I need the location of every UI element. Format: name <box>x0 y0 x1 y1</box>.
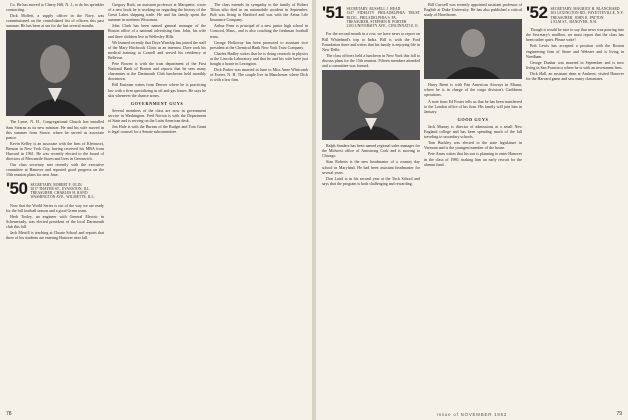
portrait-photo <box>424 19 522 79</box>
paragraph: Dick Moffett, a supply officer in the Navy, was commissioned on the consolidated list of officers this past summer. He has been at sea for the last several months. <box>6 13 104 29</box>
paragraph: George Dunbar was married in September and is now living in San Francisco where he is with an investment firm. <box>526 59 624 70</box>
left-page <box>0 0 313 420</box>
left-column-1 <box>6 2 104 241</box>
paragraph: John Clark has been named general manager of the Boston office of a national advertising firm. John, his wife and three children live in Wellesley Hills. <box>108 23 206 39</box>
portrait-photo <box>322 70 420 140</box>
paragraph: Jim Hale is with the Bureau of the Budget and Tom Grant is legal counsel for a Senate subcommittee. <box>108 124 206 135</box>
section-subhead: GOOD GUYS <box>457 116 489 122</box>
paragraph: Pete Bowen is with the trust department of the First National Bank of Boston and reports that he sees many classmates at the Dartmouth Club luncheons held monthly downtown. <box>108 61 206 82</box>
paragraph: Kevin Kelley is an associate with the firm of Kleinwort, Benson in New York City, having received his MBA from Harvard in 1961. He was recently elected to the board of directors of Mercantile Stores and lives in Greenwich. <box>6 140 104 162</box>
paragraph: Several members of the class are now in government service in Washington. Fred Norton is with the Department of State and is serving on the Latin American desk. <box>108 107 206 123</box>
page-number: 79 <box>616 411 622 417</box>
paragraph: Don Laird is in his second year at the Tuck School and says that the program is both challenging and rewarding. <box>322 175 420 186</box>
paragraph: Jack Murray is director of admissions at a small New England college and has been spending much of the fall traveling to secondary schools. <box>424 123 522 140</box>
class-officers: SECRETARY, MAURICE H. BLANCHARD 303 LEXINGTON RD., FAYETTEVILLE, N.Y. TREASURER, JOHN K. PATTON 2 ELM ST., HANOVER, N.H. <box>550 7 624 24</box>
class-section-header-52 <box>526 5 624 24</box>
portrait-photo <box>6 30 104 116</box>
paragraph: Harry Brent is with Pan American Airways in Miami, where he is in charge of the cargo division's Caribbean operations. <box>424 82 522 98</box>
class-year: '52 <box>526 3 548 22</box>
paragraph: Bob Lewis has accepted a position with the Boston engineering firm of Stone and Webster and is living in Needham. <box>526 43 624 59</box>
paragraph: Charles Hadley writes that he is doing research in physics at the Lincoln Laboratory and that he and his wife have just bought a house in Lexington. <box>210 50 308 67</box>
right-column-1 <box>322 2 420 187</box>
issue-footer: Issue of NOVEMBER 1962 <box>436 412 508 417</box>
class-section-header-51 <box>322 5 420 28</box>
paragraph: For the second month in a row, we have news to report on Bill Whitehead's trip to India. Bill is with the Ford Foundation there and writes that his family is enjoying life in New Delhi. <box>322 31 420 52</box>
paragraph: George Holloway has been promoted to assistant vice president at the Chemical Bank New York Trust Company. <box>210 39 308 50</box>
paragraph: Dick Hall, an assistant dean at Amherst, visited Hanover for the Harvard game and saw many classmates. <box>526 70 624 82</box>
paragraph: The class officers held a luncheon in New York this fall to discuss plans for the 15th reunion. Fifteen members attended and a committee was formed. <box>322 52 420 69</box>
paragraph: Now that the World Series is out of the way we are ready for the fall football season and a good Green team. <box>6 202 104 213</box>
paragraph: Herb Tooley, an engineer with General Electric in Schenectady, was elected president of the local Dartmouth club this fall. <box>6 213 104 230</box>
class-section-header-50 <box>6 178 104 200</box>
paragraph: Bill Caswell was recently appointed assistant professor of English at Duke University. He has also published a critical study of Hawthorne. <box>424 2 522 18</box>
paragraph: Gregory Ruth, an assistant professor at Marquette, wrote of a new book he is working on regarding the history of the Great Lakes shipping trade. He and his family spent the summer in northern Wisconsin. <box>108 2 206 23</box>
paragraph: Pete Ames writes that his son is planning to enter Hanover in the class of 1980, making him an early recruit for the alumni fund. <box>424 151 522 167</box>
section-subhead: GOVERNMENT GUYS <box>130 100 184 106</box>
paragraph: Tom Buckley was elected to the state legislature in Vermont and is the youngest member of the house. <box>424 140 522 151</box>
paragraph: We learned recently that Dave Winship has joined the staff of the Mary Hitchcock Clinic as an internist. Dave took his medical training at Cornell and served his residency at Bellevue. <box>108 39 206 60</box>
paragraph: The class extends its sympathy to the family of Robert Tilton who died in an automobile accident in September. Bob was living in Hartford and was with the Aetna Life Insurance Company. <box>210 2 308 23</box>
class-officers: SECRETARY, RUSSELL J. HEAD 1347 FIDELITY PHILADELPHIA TRUST BLDG., PHILADELPHIA 9, PA. TREASURER, STEPHEN R. PORTER 2103 UNIVERSITY AVE., CINCINNATI 8, O. <box>346 7 420 29</box>
right-column-2 <box>424 2 522 168</box>
paragraph: Bill Eastman writes from Denver where he is practicing law with a firm specializing in oil and gas leases. He says he skis whenever the chance arises. <box>108 82 206 98</box>
class-year: '51 <box>322 3 344 22</box>
class-officers: SECRETARY, ROBERT F. OLIN 3017 THAYER ST., EVANSTON, ILL. TREASURER, CHARLES H. RAND WASHINGTON AVE., WILMETTE, ILL. <box>30 182 95 200</box>
paragraph: Stan Roberts is the new headmaster of a country day school in Maryland. He had been assistant headmaster for several years. <box>322 159 420 175</box>
right-column-3 <box>526 2 624 82</box>
paragraph: Our class secretary met recently with the executive committee at Hanover and reported good progress on the 15th reunion plans for next June. <box>6 162 104 178</box>
right-page <box>316 0 628 420</box>
paragraph: Though it would be nice to say that news was pouring into the Secretary's mailbox, we must report that the class has been rather quiet. Please write! <box>526 27 624 43</box>
paragraph: Dick Parker was married in June to Miss Anne Whitcomb of Exeter, N. H. The couple live in Manchester where Dick is with a law firm. <box>210 67 308 83</box>
paragraph: Ralph Sanders has been named regional sales manager for the Midwest office of Armstrong Cork and is moving to Chicago. <box>322 143 420 159</box>
left-column-2 <box>108 2 206 135</box>
page-number: 78 <box>6 411 12 417</box>
paragraph: Jack Merrill is teaching at Choate School and reports that three of his students are entering Hanover next fall. <box>6 230 104 241</box>
paragraph: The Lyme, N. H., Congregational Church has installed Sam Stearns as its new minister. He and his wife moved in this summer from Stowe, where he served as associate pastor. <box>6 119 104 140</box>
paragraph: A note from Ed Foster tells us that he has been transferred to the London office of his firm. His family will join him in January. <box>424 98 522 114</box>
class-year: '50 <box>6 178 28 198</box>
paragraph: Arthur Fenn is principal of a new junior high school in Concord, Mass., and is also coaching the freshman football team. <box>210 23 308 39</box>
paragraph: Co. He has moved to Cherry Hill, N. J., to do his sprinkler contracting. <box>6 2 104 13</box>
left-column-3 <box>210 2 308 83</box>
